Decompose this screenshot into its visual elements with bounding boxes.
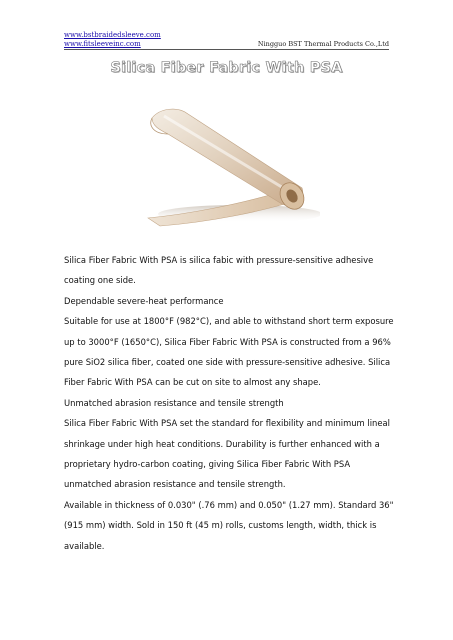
- body-text-line: pure SiO2 silica fiber, coated one side with pressure-sensitive adhesive. Silica: [64, 357, 391, 368]
- body-text-line: Suitable for use at 1800°F (982°C), and able to withstand short term exposure: [64, 316, 394, 327]
- body-text: [64, 250, 394, 556]
- header-divider: [64, 49, 389, 50]
- body-text-line: Dependable severe-heat performance: [64, 295, 224, 306]
- product-photo: [130, 96, 320, 228]
- body-text-line: Available in thickness of 0.030" (.76 mm) and 0.050" (1.27 mm). Standard 36": [64, 499, 394, 510]
- header-link-fitsleeveinc[interactable]: www.fitsleeveinc.com: [64, 40, 141, 48]
- header-company-name: Ningguo BST Thermal Products Co.,Ltd: [257, 40, 389, 48]
- body-text-line: coating one side.: [64, 275, 136, 286]
- body-text-line: Unmatched abrasion resistance and tensile strength: [64, 397, 284, 408]
- roll-highlight: [164, 116, 290, 192]
- body-text-line: Fiber Fabric With PSA can be cut on site to almost any shape.: [64, 377, 321, 388]
- body-text-line: (915 mm) width. Sold in 150 ft (45 m) rolls, customs length, width, thick is: [64, 520, 377, 531]
- body-text-line: available.: [64, 540, 105, 551]
- body-text-line: shrinkage under high heat conditions. Durability is further enhanced with a: [64, 438, 380, 449]
- body-text-line: up to 3000°F (1650°C), Silica Fiber Fabric With PSA is constructed from a 96%: [64, 336, 391, 347]
- page-header: [64, 31, 389, 49]
- body-text-line: proprietary hydro-carbon coating, giving Silica Fiber Fabric With PSA: [64, 459, 351, 470]
- header-link-bstbraidedsleeve[interactable]: www.bstbraidedsleeve.com: [64, 31, 161, 39]
- body-text-line: unmatched abrasion resistance and tensile strength.: [64, 479, 286, 490]
- body-text-line: Silica Fiber Fabric With PSA is silica fabic with pressure-sensitive adhesive: [64, 255, 374, 265]
- page-title: Silica Fiber Fabric With PSA: [110, 60, 343, 76]
- body-text-line: Silica Fiber Fabric With PSA set the standard for flexibility and minimum lineal: [64, 418, 390, 429]
